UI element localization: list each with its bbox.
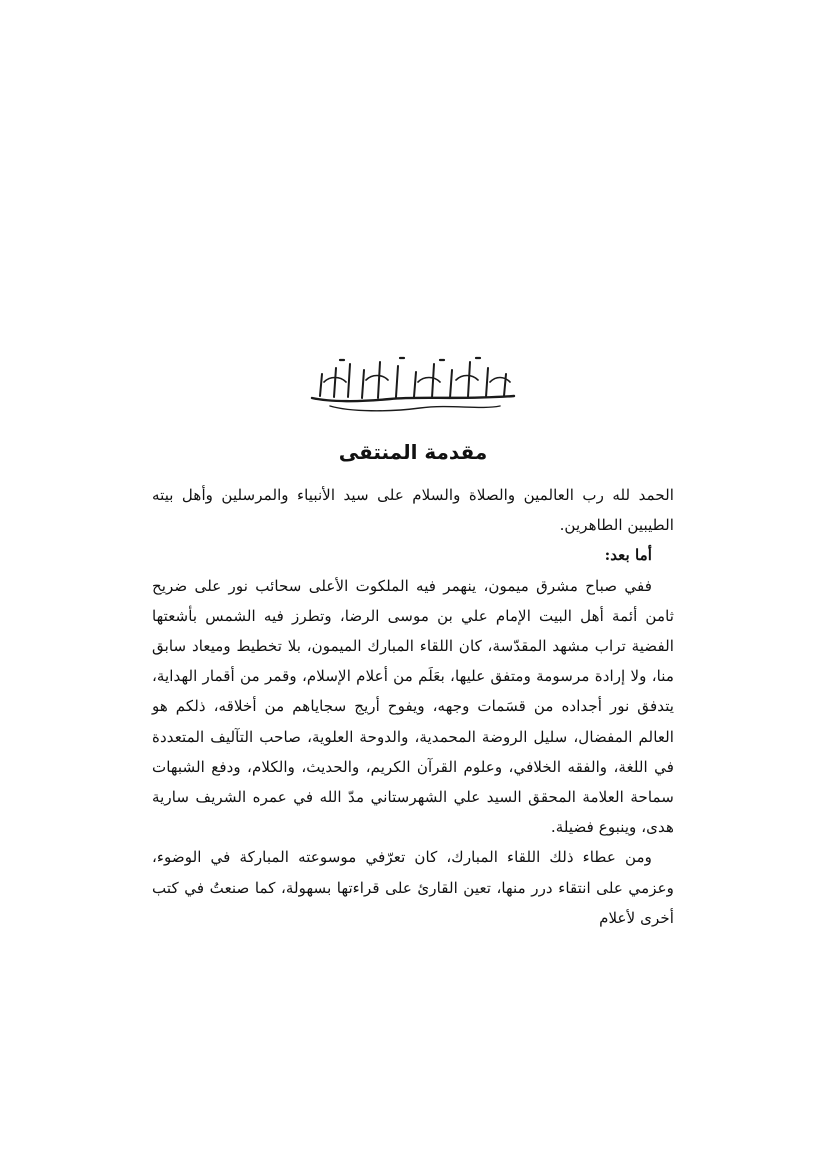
basmala-calligraphy — [300, 352, 526, 416]
paragraph: ومن عطاء ذلك اللقاء المبارك، كان تعرّفي موسوعته المباركة في الوضوء، وعزمي على انتقاء درر منها، تعين القارئ على قراءتها بسهولة، كما صنعتُ في كتب أخرى لأعلام — [152, 848, 674, 927]
body-text — [152, 480, 674, 933]
section-heading: أما بعد: — [604, 546, 652, 565]
paragraph: الحمد لله رب العالمين والصلاة والسلام على سيد الأنبياء والمرسلين وأهل بيته الطيبين الطاهرين. — [152, 486, 674, 535]
basmala-calligraphy-icon — [300, 352, 526, 416]
page-title: مقدمة المنتقى — [338, 440, 488, 464]
paragraph: ففي صباح مشرق ميمون، ينهمر فيه الملكوت الأعلى سحائب نور على ضريح ثامن أئمة أهل البيت الإمام علي بن موسى الرضا، وتطرز فيه الشمس بأشعتها الفضية تراب مشهد المقدّسة، كان اللقاء المبارك الميمون، بلا تخطيط وميعاد سابق منا، ولا إرادة مرسومة ومتفق عليها، بعَلَم من أعلام الإسلام، وقمر من أقمار الهداية، يتدفق نور أجداده من قسَمات وجهه، ويفوح أريج سجاياهم من أخلاقه، ذلكم هو العالم المفضال، سليل الروضة المحمدية، والدوحة العلوية، صاحب التآليف المتعددة في اللغة، والفقه الخلافي، وعلوم القرآن الكريم، والحديث، والكلام، ودفع الشبهات سماحة العلامة المحقق السيد علي الشهرستاني مدّ الله في عمره الشريف سارية هدى، وينبوع فضيلة. — [152, 576, 674, 837]
